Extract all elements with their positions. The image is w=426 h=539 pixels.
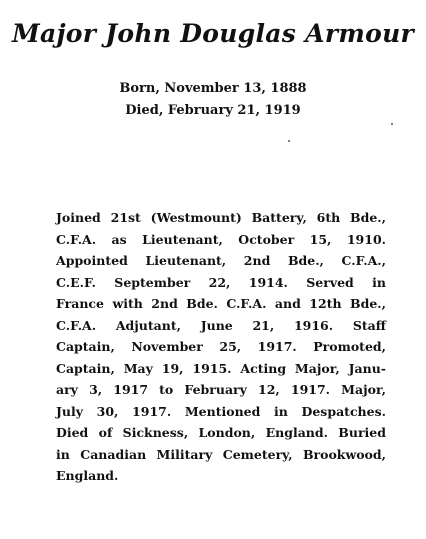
- biography: [56, 207, 386, 487]
- biography-line: Captain, May 19, 1915. Acting Major, Janu-: [56, 360, 386, 376]
- life-dates: [0, 78, 426, 122]
- page-title: Major John Douglas Armour: [11, 19, 415, 48]
- biography-line: Died of Sickness, London, England. Buried: [56, 425, 386, 440]
- biography-line: Appointed Lieutenant, 2nd Bde., C.F.A.,: [56, 253, 386, 268]
- biography-line: France with 2nd Bde. C.F.A. and 12th Bde.,: [56, 296, 386, 311]
- scan-speck: [391, 123, 393, 125]
- biography-line: C.E.F. September 22, 1914. Served in: [56, 274, 386, 290]
- biography-line: July 30, 1917. Mentioned in Despatches.: [56, 403, 386, 419]
- biography-line: England.: [56, 468, 119, 483]
- scan-speck: [288, 140, 290, 142]
- birth-date: Born, November 13, 1888: [119, 81, 307, 96]
- biography-line: Captain, November 25, 1917. Promoted,: [56, 339, 386, 354]
- biography-line: ary 3, 1917 to February 12, 1917. Major,: [56, 382, 386, 397]
- biography-line: in Canadian Military Cemetery, Brookwood,: [56, 446, 386, 462]
- biography-line: C.F.A. as Lieutenant, October 15, 1910.: [56, 231, 386, 247]
- biography-line: Joined 21st (Westmount) Battery, 6th Bde.,: [56, 210, 386, 225]
- biography-line: C.F.A. Adjutant, June 21, 1916. Staff: [56, 317, 386, 333]
- death-date: Died, February 21, 1919: [125, 103, 301, 118]
